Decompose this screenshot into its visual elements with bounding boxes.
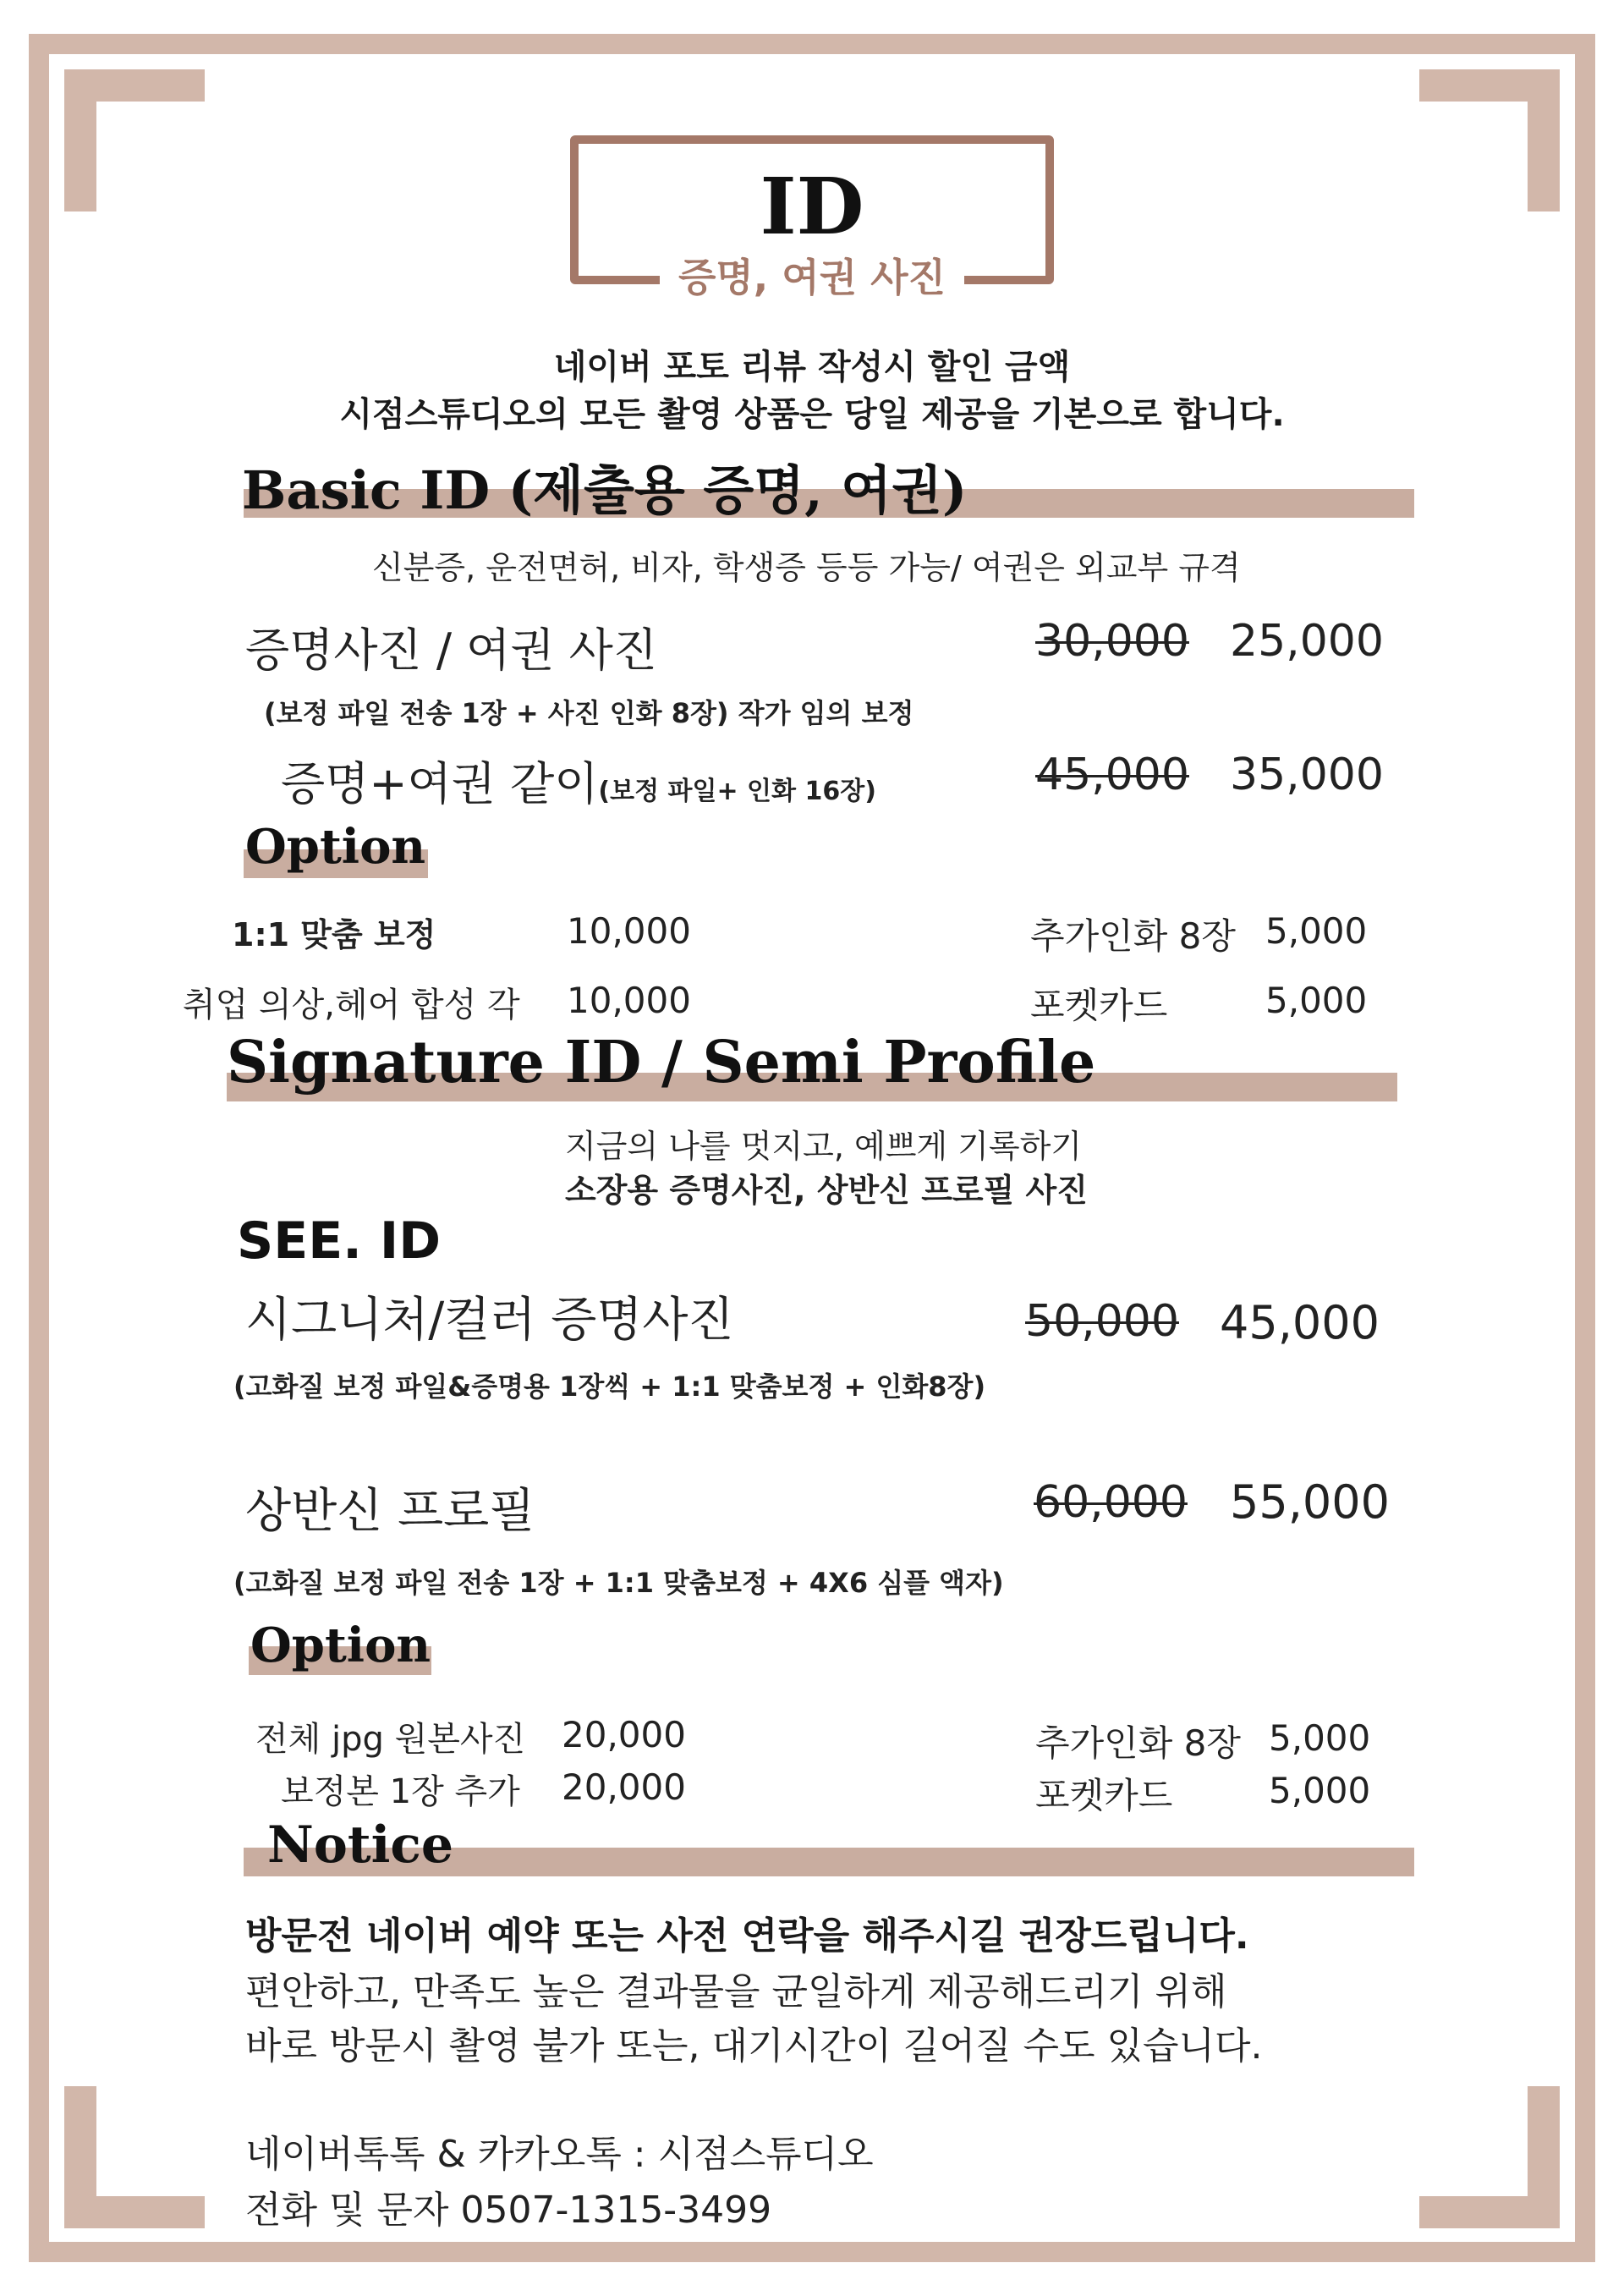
contact-phone: 전화 및 문자 0507-1315-3499 — [245, 2189, 772, 2232]
corner-bottom-left — [64, 2086, 96, 2228]
basic-option-right-2-price: 5,000 — [1265, 980, 1368, 1021]
basic-heading: Basic ID (제출용 증명, 여권) — [242, 459, 968, 521]
page-subtitle: 증명, 여권 사진 — [660, 254, 964, 301]
intro-line-1: 네이버 포토 리뷰 작성시 할인 금액 — [553, 348, 1071, 387]
basic-option-right-1-label: 추가인화 8장 — [1030, 915, 1236, 957]
basic-item-1-note: (보정 파일 전송 1장 + 사진 인화 8장) 작가 임의 보정 — [264, 697, 914, 729]
signature-tagline-1: 지금의 나를 멋지고, 예쁘게 기록하기 — [565, 1128, 1083, 1165]
notice-line-3: 바로 방문시 촬영 불가 또는, 대기시간이 길어질 수도 있습니다. — [245, 2024, 1263, 2068]
basic-description: 신분증, 운전면허, 비자, 학생증 등등 가능/ 여권은 외교부 규격 — [372, 549, 1241, 586]
signature-item-2-old-price: 60,000 — [1034, 1477, 1188, 1528]
corner-top-left — [64, 69, 96, 211]
signature-item-2-price: 55,000 — [1230, 1475, 1390, 1529]
basic-option-left-1-price: 10,000 — [567, 910, 691, 952]
page-title: ID — [760, 161, 864, 252]
basic-item-1-price: 25,000 — [1230, 616, 1384, 667]
signature-item-1-old-price: 50,000 — [1025, 1296, 1179, 1347]
basic-option-heading: Option — [245, 819, 426, 875]
notice-heading: Notice — [267, 1815, 454, 1875]
basic-item-2-inline-note: (보정 파일+ 인화 16장) — [598, 777, 876, 806]
basic-item-2-label: 증명+여권 같이 — [281, 757, 599, 810]
basic-item-1-name: 증명사진 / 여권 사진 — [245, 623, 657, 677]
basic-item-2-name — [281, 748, 876, 813]
signature-brand: SEE. ID — [237, 1211, 441, 1271]
signature-option-left-2-price: 20,000 — [562, 1766, 686, 1808]
basic-option-right-2-label: 포켓카드 — [1030, 985, 1168, 1026]
corner-top-right — [1528, 69, 1560, 211]
notice-line-1: 방문전 네이버 예약 또는 사전 연락을 해주시길 권장드립니다. — [245, 1914, 1249, 1958]
intro-line-2: 시점스튜디오의 모든 촬영 상품은 당일 제공을 기본으로 합니다. — [339, 395, 1285, 434]
signature-option-heading: Option — [250, 1618, 431, 1673]
signature-option-right-1-label: 추가인화 8장 — [1035, 1722, 1241, 1764]
signature-option-left-2-label: 보정본 1장 추가 — [281, 1772, 520, 1811]
notice-line-2: 편안하고, 만족도 높은 결과물을 균일하게 제공해드리기 위해 — [245, 1970, 1227, 2013]
corner-bottom-right — [1528, 2086, 1560, 2228]
signature-option-right-2-price: 5,000 — [1269, 1770, 1371, 1811]
signature-tagline-2: 소장용 증명사진, 상반신 프로필 사진 — [565, 1172, 1088, 1209]
signature-item-1-name: 시그니처/컬러 증명사진 — [245, 1293, 734, 1348]
basic-option-right-1-price: 5,000 — [1265, 910, 1368, 952]
signature-option-left-1-price: 20,000 — [562, 1714, 686, 1755]
basic-option-left-2-price: 10,000 — [567, 980, 691, 1021]
signature-option-right-2-label: 포켓카드 — [1035, 1775, 1173, 1816]
signature-heading: Signature ID / Semi Profile — [227, 1029, 1096, 1096]
basic-item-1-old-price: 30,000 — [1035, 616, 1189, 667]
contact-messenger: 네이버톡톡 & 카카오톡 : 시점스튜디오 — [245, 2133, 874, 2176]
basic-item-2-price: 35,000 — [1230, 750, 1384, 800]
basic-option-left-1-label: 1:1 맞춤 보정 — [232, 916, 436, 953]
signature-item-2-note: (고화질 보정 파일 전송 1장 + 1:1 맞춤보정 + 4X6 심플 액자) — [233, 1567, 1004, 1599]
signature-item-2-name: 상반신 프로필 — [245, 1484, 535, 1539]
signature-item-1-note: (고화질 보정 파일&증명용 1장씩 + 1:1 맞춤보정 + 인화8장) — [233, 1370, 986, 1403]
signature-option-left-1-label: 전체 jpg 원본사진 — [255, 1720, 526, 1759]
signature-item-1-price: 45,000 — [1220, 1296, 1380, 1349]
basic-option-left-2-label: 취업 의상,헤어 합성 각 — [183, 986, 520, 1024]
basic-item-2-old-price: 45,000 — [1035, 750, 1189, 800]
signature-option-right-1-price: 5,000 — [1269, 1717, 1371, 1759]
